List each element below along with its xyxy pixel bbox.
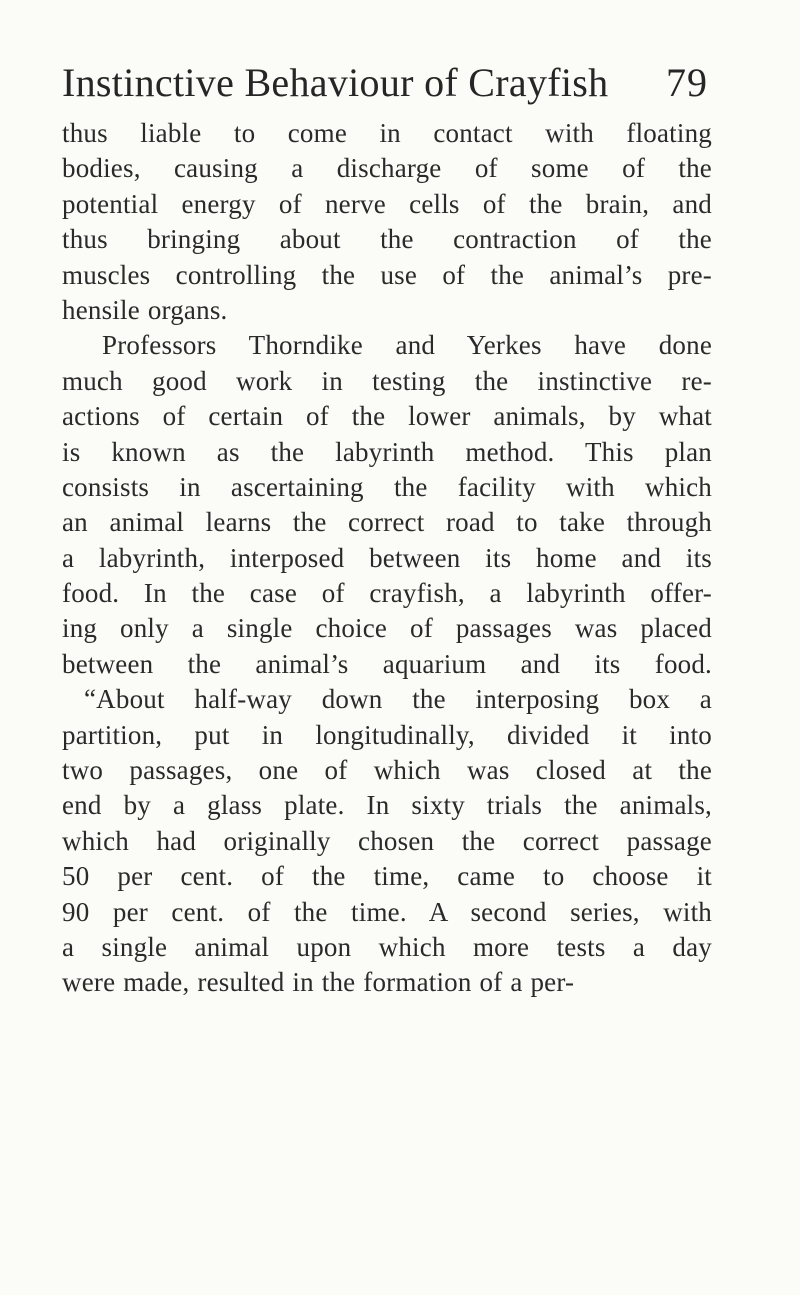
text-line: bodies, causing a discharge of some of the [62, 153, 712, 184]
text-line: two passages, one of which was closed at the [62, 755, 712, 786]
body-text [62, 116, 712, 1001]
text-line: food. In the case of crayfish, a labyrinth offer- [62, 578, 712, 609]
text-line: 50 per cent. of the time, came to choose it [62, 861, 712, 892]
text-line: much good work in testing the instinctive re- [62, 365, 712, 396]
text-line: partition, put in longitudinally, divided it into [62, 719, 712, 750]
text-line: muscles controlling the use of the animal’s pre- [62, 259, 712, 290]
text-line: a single animal upon which more tests a day [62, 931, 712, 962]
text-line: end by a glass plate. In sixty trials the animals, [62, 790, 712, 821]
text-line: thus liable to come in contact with floating [62, 118, 712, 148]
book-page [62, 58, 712, 1001]
text-line: “About half-way down the interposing box a [84, 684, 712, 715]
text-line: hensile organs. [62, 294, 228, 325]
text-line: a labyrinth, interposed between its home and its [62, 542, 712, 573]
running-head [62, 58, 712, 112]
text-line: which had originally chosen the correct passage [62, 825, 712, 856]
page-title: Instinctive Behaviour of Crayfish [62, 60, 609, 105]
text-line: thus bringing about the contraction of the [62, 224, 712, 255]
text-line: Professors Thorndike and Yerkes have done [102, 330, 712, 361]
text-line: potential energy of nerve cells of the brain, and [62, 188, 712, 219]
text-line: 90 per cent. of the time. A second series, with [62, 896, 712, 927]
text-line: ing only a single choice of passages was placed [62, 613, 712, 644]
page-number: 79 [666, 60, 708, 105]
text-line: actions of certain of the lower animals, by what [62, 401, 712, 432]
text-line: is known as the labyrinth method. This plan [62, 436, 712, 467]
text-line: between the animal’s aquarium and its food. [62, 648, 712, 679]
text-line: an animal learns the correct road to take through [62, 507, 712, 538]
text-line: consists in ascertaining the facility with which [62, 471, 712, 502]
text-line: were made, resulted in the formation of a per- [62, 967, 575, 998]
